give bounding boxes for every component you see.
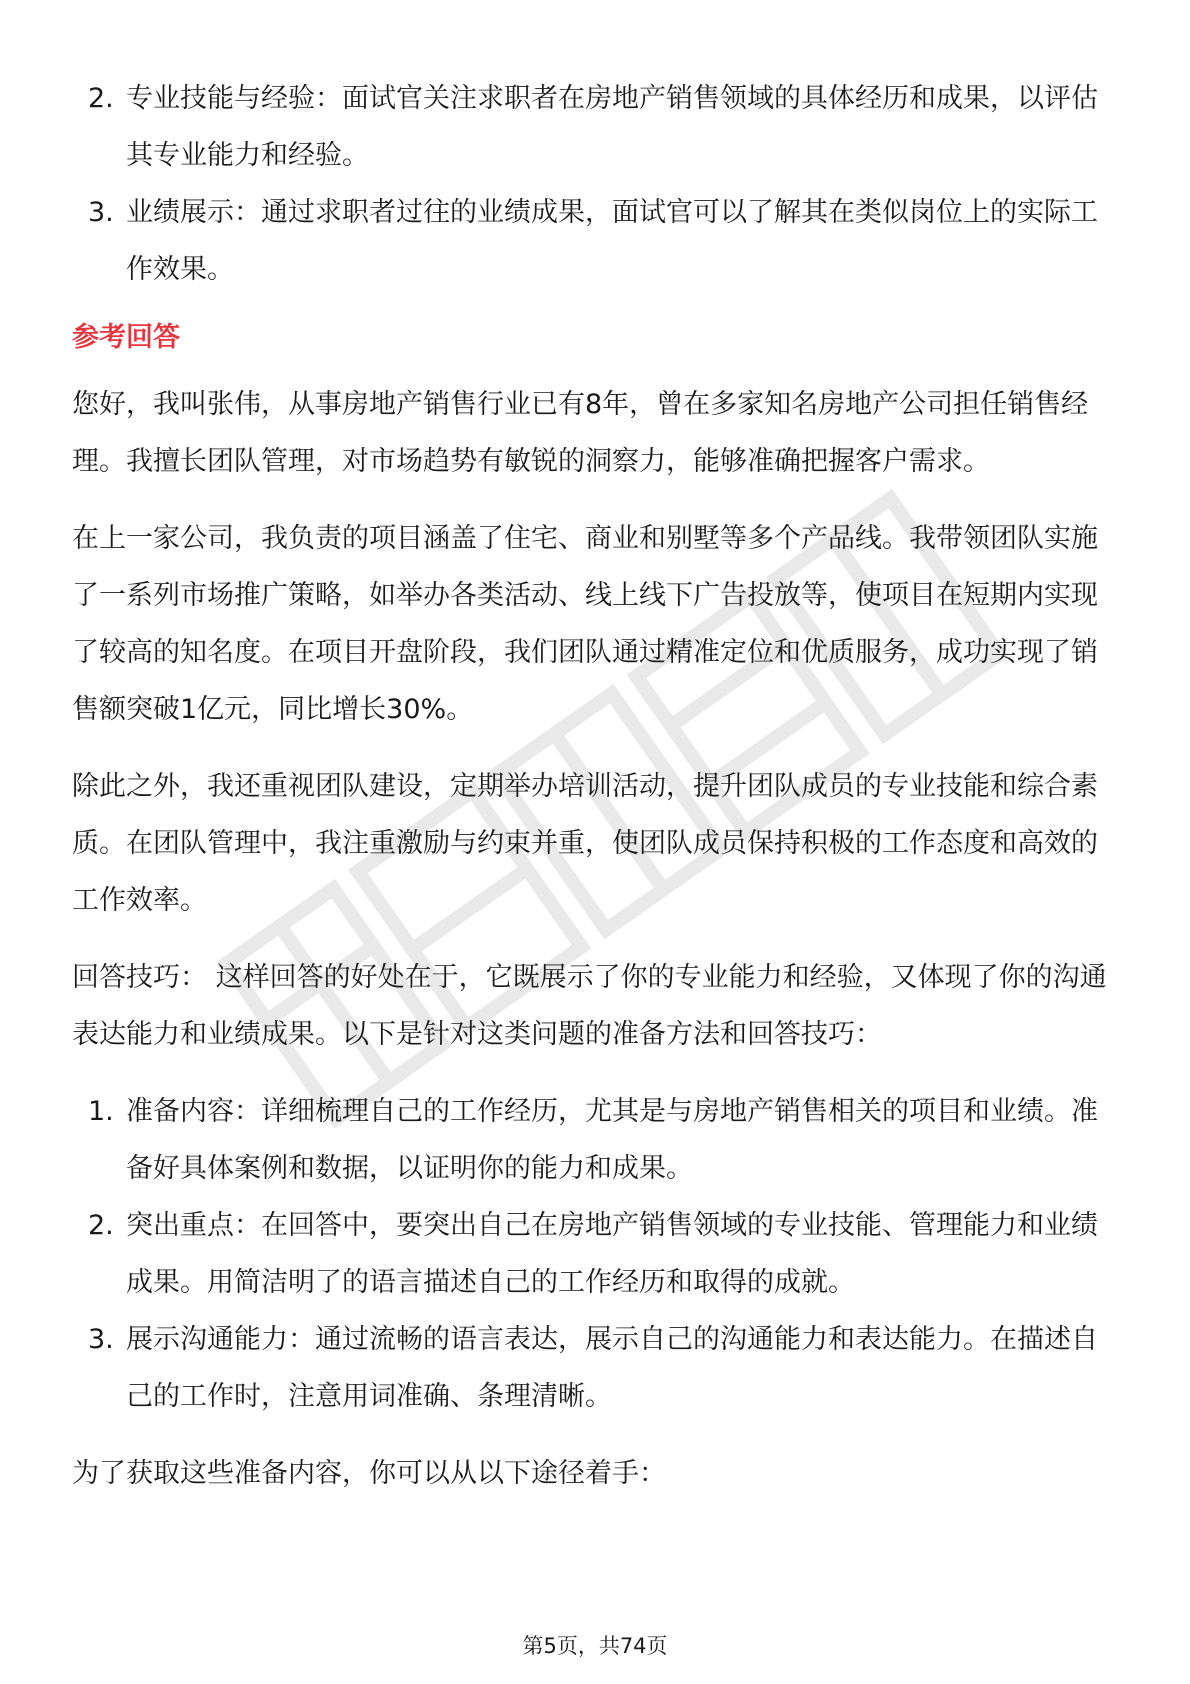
- paragraph: 回答技巧： 这样回答的好处在于，它既展示了你的专业能力和经验，又体现了你的沟通表达能力和业绩成果。以下是针对这类问题的准备方法和回答技巧：: [72, 962, 1107, 1050]
- list-number: 1.: [88, 1096, 114, 1127]
- page-content: [72, 70, 1122, 1502]
- closing-paragraph: 为了获取这些准备内容，你可以从以下途径着手：: [72, 1458, 666, 1489]
- section-heading: 参考回答: [72, 322, 180, 353]
- list-item-text: 业绩展示：通过求职者过往的业绩成果，面试官可以了解其在类似岗位上的实际工作效果。: [126, 197, 1098, 285]
- list-item-text: 准备内容：详细梳理自己的工作经历，尤其是与房地产销售相关的项目和业绩。准备好具体案例和数据，以证明你的能力和成果。: [126, 1096, 1098, 1184]
- list-number: 2.: [88, 83, 114, 114]
- list-item-text: 突出重点：在回答中，要突出自己在房地产销售领域的专业技能、管理能力和业绩成果。用简洁明了的语言描述自己的工作经历和取得的成就。: [126, 1210, 1098, 1298]
- list-number: 3.: [88, 1324, 114, 1355]
- paragraph: 您好，我叫张伟，从事房地产销售行业已有8年，曾在多家知名房地产公司担任销售经理。我擅长团队管理，对市场趋势有敏锐的洞察力，能够准确把握客户需求。: [72, 389, 1089, 477]
- list-item: [72, 1083, 1122, 1197]
- top-list: [72, 70, 1122, 298]
- list-item-text: 展示沟通能力：通过流畅的语言表达，展示自己的沟通能力和表达能力。在描述自己的工作时，注意用词准确、条理清晰。: [126, 1324, 1098, 1412]
- page-footer: 第5页，共74页: [522, 1634, 668, 1658]
- paragraph: 在上一家公司，我负责的项目涵盖了住宅、商业和别墅等多个产品线。我带领团队实施了一系列市场推广策略，如举办各类活动、线上线下广告投放等，使项目在短期内实现了较高的知名度。在项目开盘阶段，我们团队通过精准定位和优质服务，成功实现了销售额突破1亿元，同比增长30%。: [72, 523, 1098, 725]
- paragraph: 除此之外，我还重视团队建设，定期举办培训活动，提升团队成员的专业技能和综合素质。在团队管理中，我注重激励与约束并重，使团队成员保持积极的工作态度和高效的工作效率。: [72, 771, 1098, 916]
- list-item: [72, 70, 1122, 184]
- list-item: [72, 1311, 1122, 1425]
- list-number: 2.: [88, 1210, 114, 1241]
- tips-list: [72, 1083, 1122, 1425]
- list-item-text: 专业技能与经验：面试官关注求职者在房地产销售领域的具体经历和成果，以评估其专业能力和经验。: [126, 83, 1098, 171]
- list-item: [72, 1197, 1122, 1311]
- list-item: [72, 184, 1122, 298]
- list-number: 3.: [88, 197, 114, 228]
